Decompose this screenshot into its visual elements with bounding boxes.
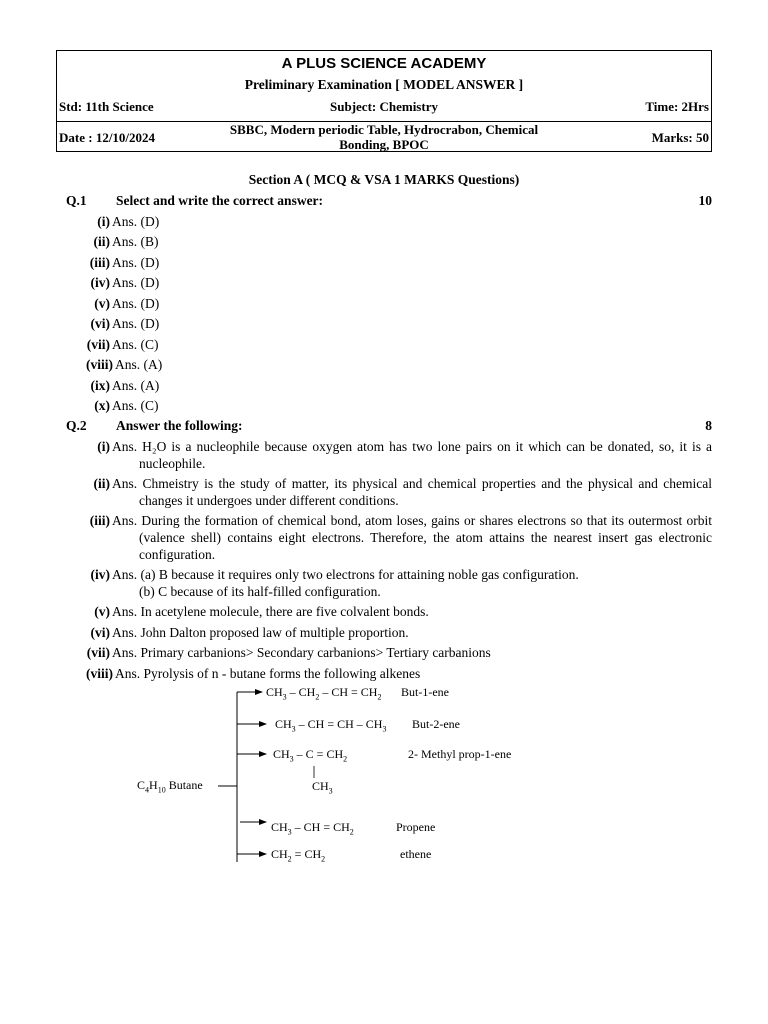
answer-number: (viii) [86,357,113,372]
methyl-substituent: $CH_3$ [312,779,333,796]
answer-number: (ix) [90,378,110,393]
product-formula-but-2-ene: $CH_3$ – CH = CH – $CH_3$ [275,717,387,734]
q2-marks: 8 [705,418,712,433]
section-a-title: Section A ( MCQ & VSA 1 MARKS Questions) [248,172,520,187]
answer-text: Ans. (B) [112,234,159,249]
std-label: Std: 11th Science [59,99,154,114]
q1-number: Q.1 [66,193,87,208]
answer-text: Ans. In acetylene molecule, there are five colvalent bonds. [112,604,429,619]
answer-number: (iv) [90,275,110,290]
answer-number: (vi) [90,316,110,331]
reactant-butane: $C_4H_{10}$ Butane [137,778,203,795]
answer-number: (ii) [93,234,110,249]
answer-text-part-b: (b) C because of its half-filled configuration. [139,584,381,599]
answer-number: (iv) [90,567,110,582]
answer-number: (i) [97,214,110,229]
q1-title: Select and write the correct answer: [116,193,324,208]
answer-text: Ans. Chmeistry is the study of matter, its physical and chemical properties and the physical and chemical changes it undergoes under different conditions. [112,476,712,508]
date-label: Date : 12/10/2024 [59,130,156,145]
answer-text: Ans. (D) [112,275,160,290]
answer-text: Ans. (A) [112,378,160,393]
answer-text: Ans. (D) [112,255,160,270]
answer-number: (ii) [93,476,110,491]
answer-number: (iii) [89,255,110,270]
answer-text: Ans. (D) [112,214,160,229]
answer-text: Ans. John Dalton proposed law of multiple proportion. [112,625,409,640]
answer-number: (vi) [90,625,110,640]
school-name: A PLUS SCIENCE ACADEMY [281,55,487,72]
q2-number: Q.2 [66,418,87,433]
answer-number: (x) [94,398,110,413]
product-name: Propene [396,820,436,834]
time-label: Time: 2Hrs [645,99,709,114]
q2-title: Answer the following: [116,418,243,433]
answer-text: Ans. (D) [112,316,160,331]
product-name: ethene [400,847,432,861]
topics-line-1: SBBC, Modern periodic Table, Hydrocrabon, Chemical [229,122,539,137]
answer-number: (iii) [89,513,110,528]
answer-number: (v) [94,296,110,311]
reactant-name: Butane [168,778,203,792]
answer-number: (v) [94,604,110,619]
answer-text: Ans. During the formation of chemical bond, atom loses, gains or shares electrons so that its outermost orbit (valence shell) contains eight electrons. Therefore, the atom attains the nearest insert gas electronic configuration. [112,513,712,562]
product-formula-methylpropene: $CH_3 - C = CH_2$ [273,747,348,764]
answer-text: Ans. (A) [115,357,163,372]
subject-label: Subject: Chemistry [330,99,438,114]
marks-label: Marks: 50 [651,130,709,145]
answer-text: Ans. (C) [112,398,159,413]
answer-number: (vii) [86,337,110,352]
topics-line-2: Bonding, BPOC [339,137,429,152]
answer-number: (viii) [86,666,113,681]
product-formula-propene: $CH_3$ – CH = $CH_2$ [271,820,354,837]
product-name: 2- Methyl prop-1-ene [408,747,512,761]
answer-text: Ans. Pyrolysis of n - butane forms the following alkenes [115,666,421,681]
exam-title: Preliminary Examination [ MODEL ANSWER ] [244,77,524,92]
q1-marks: 10 [698,193,712,208]
answer-number: (vii) [86,645,110,660]
product-formula-but-1-ene: $CH_3 - CH_2$ – CH = $CH_2$ [266,685,382,702]
answer-number: (i) [97,439,110,454]
answer-text: Ans. H₂O is a nucleophile because oxygen atom has two lone pairs on it which can be donated, so, it is a nucleophile. [112,439,712,471]
product-name: But-2-ene [412,717,460,731]
answer-text: Ans. (a) B because it requires only two electrons for attaining noble gas configuration. [112,567,579,582]
product-formula-ethene: $CH_2 = CH_2$ [271,847,326,864]
product-name: But-1-ene [401,685,449,699]
answer-text: Ans. (C) [112,337,159,352]
answer-text: Ans. (D) [112,296,160,311]
answer-text: Ans. Primary carbanions> Secondary carbanions> Tertiary carbanions [112,645,491,660]
